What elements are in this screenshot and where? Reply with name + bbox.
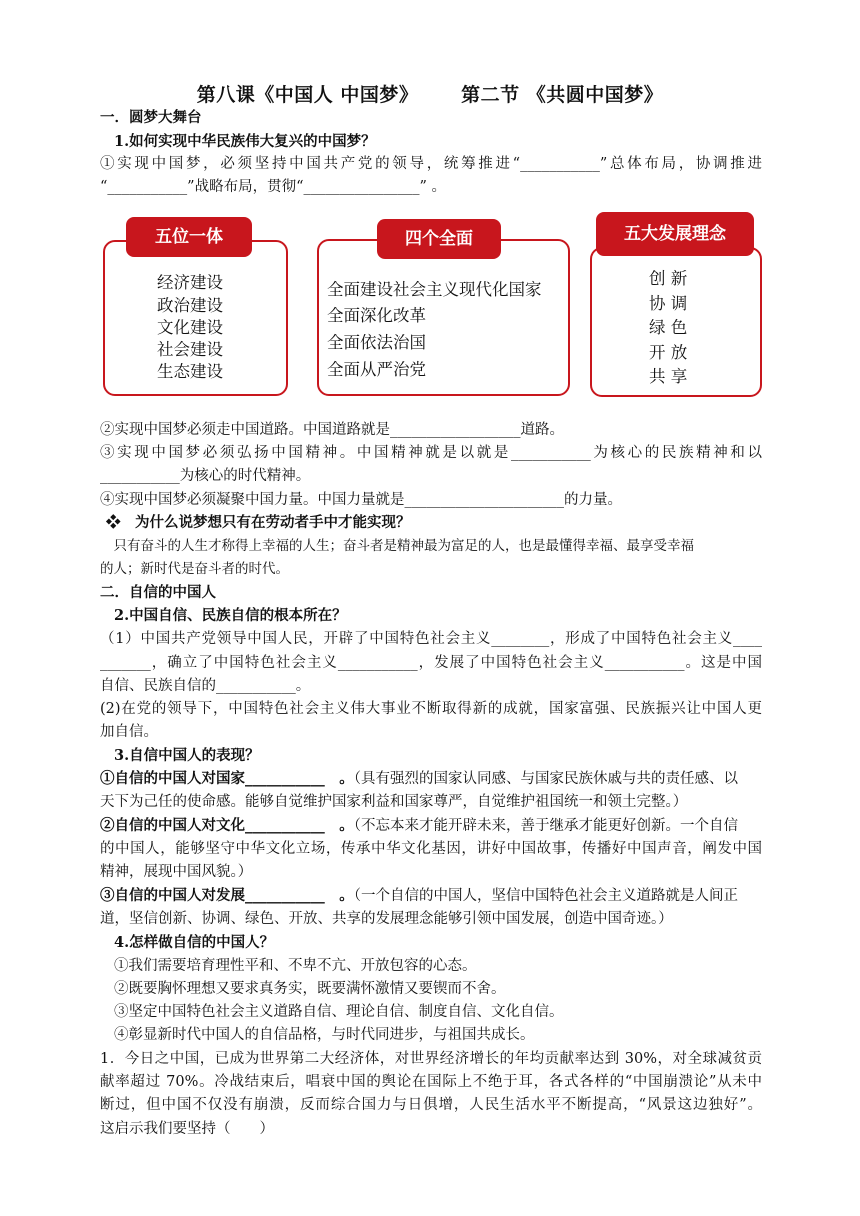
box-item: 共 享 <box>649 367 688 386</box>
box-item: 经济建设 <box>157 273 223 292</box>
exercise-line2: 献率超过 70%。冷战结束后，唱衰中国的舆论在国际上不绝于耳，各式各样的“中国崩溃论”从未中 <box>100 1074 762 1090</box>
paragraph-1-line1: ①实现中国梦，必须坚持中国共产党的领导，统筹推进“___________”总体布局，协调推进 <box>100 156 762 172</box>
box-item: 创 新 <box>649 269 688 288</box>
q4-item: ④彰显新时代中国人的自信品格，与时代同进步，与祖国共成长。 <box>114 1027 535 1043</box>
box-item: 文化建设 <box>157 318 223 337</box>
section1-heading: 一．圆梦大舞台 <box>100 109 202 126</box>
q3-b-line1 <box>100 815 762 837</box>
q3-b-lead: ②自信的中国人对文化___________ 。 <box>100 817 354 834</box>
box-sige-quanmian-label: 四个全面 <box>377 219 501 259</box>
answer-line1: 只有奋斗的人生才称得上幸福的人生；奋斗者是精神最为富足的人，也是最懂得幸福、最享受幸福 <box>100 538 694 554</box>
q4-item: ②既要胸怀理想又要求真务实，既要满怀激情又要锲而不舍。 <box>114 981 506 997</box>
question-4: 4.怎样做自信的中国人？ <box>114 934 275 951</box>
paragraph-1-line2: “___________”战略布局，贯彻“________________” 。 <box>100 179 447 195</box>
paragraph-2: ②实现中国梦必须走中国道路。中国道路就是__________________道路。 <box>100 422 564 438</box>
q3-b-line3: 精神，展现中国风貌。） <box>100 864 253 880</box>
paragraph-3-line1: ③实现中国梦必须弘扬中国精神。中国精神就是以就是___________为核心的民族精神和以 <box>100 445 762 461</box>
box-item: 政治建设 <box>157 296 223 315</box>
q3-b-line2: 的中国人，能够坚守中华文化立场，传承中华文化基因，讲好中国故事，传播好中国声音，阐发中国 <box>100 841 762 857</box>
box-wuda-fazhan-linian-label: 五大发展理念 <box>596 212 754 256</box>
q3-a-line1 <box>100 768 762 790</box>
q3-a-lead: ①自信的中国人对国家___________ 。 <box>100 770 354 787</box>
exercise-line1: 1．今日之中国，已成为世界第二大经济体，对世界经济增长的年均贡献率达到 30%，对全球减贫贡 <box>100 1051 762 1067</box>
q3-c-lead: ③自信的中国人对发展___________ 。 <box>100 887 354 904</box>
box-item: 全面从严治党 <box>327 360 426 379</box>
q3-c-line2: 道，坚信创新、协调、绿色、开放、共享的发展理念能够引领中国发展，创造中国奇迹。） <box>100 911 673 927</box>
page-title: 第八课《中国人 中国梦》 第二节 《共圆中国梦》 <box>196 84 664 106</box>
box-wuwei-yiti-label: 五位一体 <box>126 217 252 257</box>
box-item: 全面建设社会主义现代化国家 <box>327 280 542 299</box>
q3-a-line2: 天下为己任的使命感。能够自觉维护国家利益和国家尊严，自觉维护祖国统一和领土完整。） <box>100 794 688 810</box>
paragraph-4: ④实现中国梦必须凝聚中国力量。中国力量就是______________________的力量。 <box>100 492 622 508</box>
q3-b-rest: （不忘本来才能开辟未来，善于继承才能更好创新。一个自信 <box>353 818 738 834</box>
q2-paragraph-2-line1: (2)在党的领导下，中国特色社会主义伟大事业不断取得新的成就，国家富强、民族振兴让中国人更 <box>100 701 762 717</box>
q2-paragraph-1-line3: 自信、民族自信的___________。 <box>100 678 311 694</box>
box-item: 全面依法治国 <box>327 333 426 352</box>
q2-paragraph-1-line1: （1）中国共产党领导中国人民，开辟了中国特色社会主义________，形成了中国特色社会主义____ <box>100 631 762 647</box>
box-item: 开 放 <box>649 343 688 362</box>
q3-c-rest: （一个自信的中国人，坚信中国特色社会主义道路就是人间正 <box>353 888 738 904</box>
box-item: 协 调 <box>649 294 688 313</box>
q4-item: ①我们需要培育理性平和、不卑不亢、开放包容的心态。 <box>114 958 477 974</box>
paragraph-3-line2: ___________为核心的时代精神。 <box>100 468 311 484</box>
exercise-line3: 断过，但中国不仅没有崩溃，反而综合国力与日俱增，人民生活水平不断提高，“风景这边独好”。 <box>100 1097 762 1113</box>
question-1: 1.如何实现中华民族伟大复兴的中国梦？ <box>114 133 376 150</box>
question-3: 3.自信中国人的表现？ <box>114 747 260 764</box>
section2-heading: 二．自信的中国人 <box>100 584 216 601</box>
answer-line2: 的人；新时代是奋斗者的时代。 <box>100 561 289 577</box>
box-item: 生态建设 <box>157 362 223 381</box>
q3-a-rest: （具有强烈的国家认同感、与国家民族休戚与共的责任感、以 <box>353 771 738 787</box>
question-2: 2.中国自信、民族自信的根本所在？ <box>114 607 347 624</box>
question-star: ❖ 为什么说梦想只有在劳动者手中才能实现？ <box>106 514 411 531</box>
q2-paragraph-1-line2: _______，确立了中国特色社会主义___________，发展了中国特色社会主义___________。这是中国 <box>100 655 762 671</box>
box-item: 全面深化改革 <box>327 306 426 325</box>
exercise-line4: 这启示我们要坚持（ ） <box>100 1121 274 1137</box>
q3-c-line1 <box>100 885 762 907</box>
q4-item: ③坚定中国特色社会主义道路自信、理论自信、制度自信、文化自信。 <box>114 1004 564 1020</box>
q2-paragraph-2-line2: 加自信。 <box>100 724 158 740</box>
box-item: 绿 色 <box>649 318 688 337</box>
box-item: 社会建设 <box>157 340 223 359</box>
